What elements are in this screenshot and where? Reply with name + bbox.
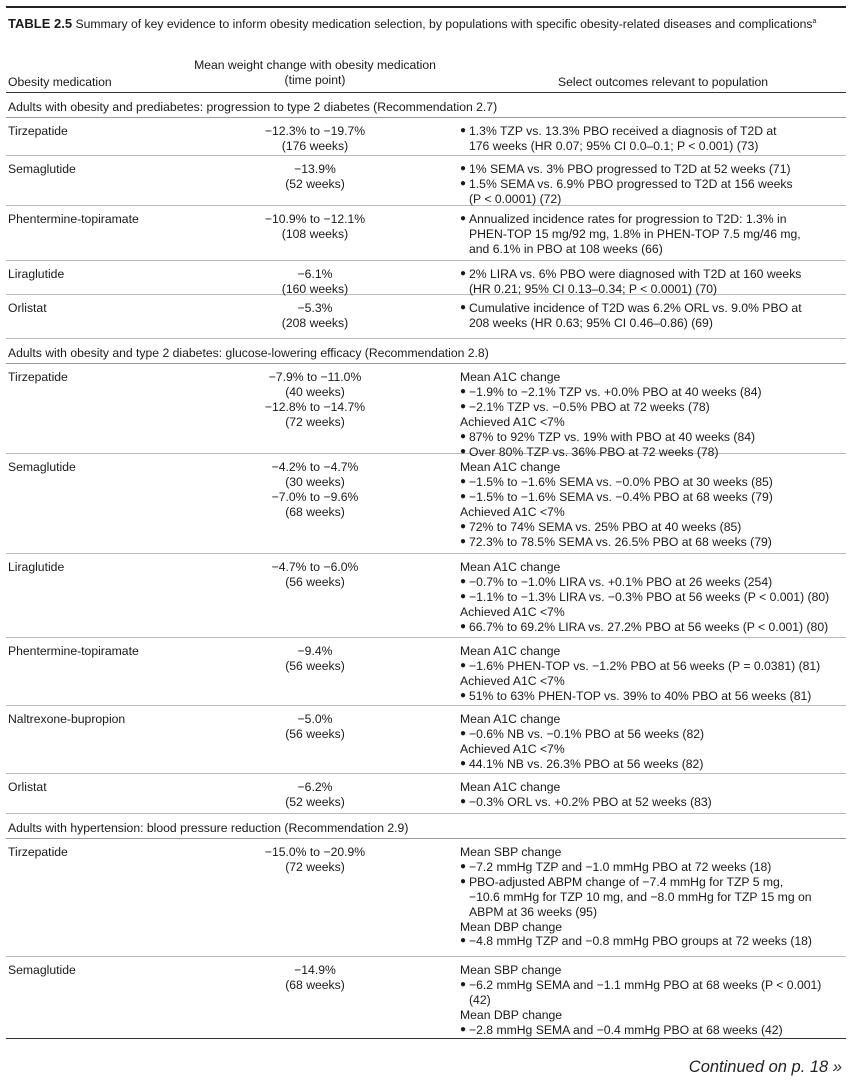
- weight-change-cell: [190, 712, 440, 773]
- bullet-icon: ●: [460, 475, 467, 487]
- weight-change-line: (176 weeks): [281, 138, 349, 153]
- medication-name: Phentermine-topiramate: [8, 644, 139, 658]
- bullet-icon: ●: [460, 795, 467, 807]
- bullet-icon: ●: [460, 490, 467, 502]
- bullet-icon: ●: [460, 268, 467, 279]
- table-page: [6, 6, 846, 1039]
- outcome-subheading: Achieved A1C <7%: [460, 741, 565, 756]
- outcome-bullet-item: [460, 475, 846, 490]
- bullet-icon: ●: [460, 590, 467, 602]
- weight-change-line: (72 weeks): [285, 859, 345, 874]
- medication-name: Liraglutide: [8, 267, 65, 281]
- outcome-line: 72% to 74% SEMA vs. 25% PBO at 40 weeks (85): [469, 519, 742, 534]
- outcome-line: PHEN-TOP 15 mg/92 mg, 1.8% in PHEN-TOP 7.5 mg/46 mg,: [469, 226, 801, 241]
- bullet-icon: ●: [460, 535, 467, 547]
- outcome-bullet-item: [460, 727, 846, 742]
- outcome-text: [469, 727, 846, 742]
- bullet-icon: ●: [460, 575, 467, 587]
- table-row: [6, 118, 846, 156]
- weight-change-line: −12.8% to −14.7%: [264, 399, 366, 414]
- outcome-line: −1.9% to −2.1% TZP vs. +0.0% PBO at 40 weeks (84): [469, 384, 762, 399]
- outcome-text: [469, 267, 846, 297]
- outcome-bullet-item: [460, 860, 846, 875]
- weight-change-line: −6.1%: [297, 267, 333, 281]
- table-row: [6, 206, 846, 261]
- table-row: [6, 638, 846, 706]
- bullet-icon: ●: [460, 727, 467, 739]
- section-heading: Adults with obesity and prediabetes: progression to type 2 diabetes (Recommendation 2.7): [6, 93, 846, 118]
- bullet-icon: ●: [460, 385, 467, 397]
- outcome-bullet-item: [460, 124, 846, 154]
- outcome-subheading: Mean A1C change: [460, 560, 561, 574]
- outcome-bullet-item: [460, 875, 846, 920]
- outcome-bullet-item: [460, 575, 846, 590]
- outcome-text: [469, 162, 846, 177]
- outcomes-cell: [440, 712, 846, 773]
- outcome-bullet-item: [460, 430, 846, 445]
- table-row: [6, 156, 846, 206]
- weight-change-line: (160 weeks): [281, 281, 349, 296]
- outcomes-cell: [440, 460, 846, 553]
- table-row: [6, 839, 846, 957]
- weight-change-cell: [190, 644, 440, 705]
- outcome-bullet-item: [460, 162, 846, 177]
- section-heading: Adults with hypertension: blood pressure reduction (Recommendation 2.9): [6, 814, 846, 839]
- outcome-subheading: Mean A1C change: [460, 780, 561, 794]
- medication-name: Phentermine-topiramate: [8, 212, 139, 226]
- weight-change-line: −9.4%: [297, 644, 333, 658]
- outcome-bullet-item: [460, 757, 846, 772]
- header-medication: Obesity medication: [8, 74, 112, 89]
- weight-change-line: (72 weeks): [285, 414, 345, 429]
- outcome-subheading: Achieved A1C <7%: [460, 504, 565, 519]
- outcome-subheading: Mean DBP change: [460, 1007, 563, 1022]
- header-outcomes: Select outcomes relevant to population: [557, 74, 769, 89]
- weight-change-cell: [190, 267, 440, 294]
- continued-note: Continued on p. 18 »: [688, 1058, 842, 1076]
- outcome-line: −0.7% to −1.0% LIRA vs. +0.1% PBO at 26 weeks (254): [469, 574, 773, 589]
- table-row: [6, 454, 846, 554]
- weight-change-line: −6.2%: [297, 780, 333, 794]
- outcome-bullet-item: [460, 212, 846, 257]
- footnote-marker: a: [812, 18, 817, 25]
- bullet-icon: ●: [460, 935, 467, 947]
- medication-name: Semaglutide: [8, 162, 76, 176]
- outcome-bullet-item: [460, 490, 846, 505]
- outcome-bullet-item: [460, 978, 846, 1008]
- outcome-text: [469, 445, 846, 460]
- outcome-subheading: Mean A1C change: [460, 644, 561, 658]
- outcome-line: −4.8 mmHg TZP and −0.8 mmHg PBO groups at 72 weeks (18): [469, 934, 812, 949]
- outcome-line: Over 80% TZP vs. 36% PBO at 72 weeks (78): [469, 444, 719, 459]
- outcomes-cell: [440, 162, 846, 205]
- outcomes-cell: [440, 560, 846, 637]
- table-row: [6, 295, 846, 339]
- outcome-line: 87% to 92% TZP vs. 19% with PBO at 40 weeks (84): [469, 429, 756, 444]
- weight-change-cell: [190, 162, 440, 205]
- bullet-icon: ●: [460, 177, 467, 189]
- outcome-text: [469, 520, 846, 535]
- outcome-text: [469, 620, 846, 635]
- weight-change-cell: [190, 963, 440, 1038]
- outcome-text: [469, 860, 846, 875]
- outcome-subheading: Mean DBP change: [460, 919, 563, 934]
- weight-change-cell: [190, 780, 440, 813]
- outcome-text: [469, 535, 846, 550]
- outcome-bullet-item: [460, 301, 846, 331]
- header-weight-change-line1: Mean weight change with obesity medication: [194, 58, 436, 72]
- header-weight-change: [190, 50, 440, 92]
- outcome-line: −1.5% to −1.6% SEMA vs. −0.0% PBO at 30 weeks (85): [469, 474, 773, 489]
- outcome-line: −10.6 mmHg for TZP 10 mg, and −8.0 mmHg for TZP 15 mg on: [469, 889, 812, 904]
- outcome-bullet-item: [460, 659, 846, 674]
- weight-change-line: (52 weeks): [285, 176, 345, 191]
- weight-change-cell: [190, 460, 440, 553]
- bullet-icon: ●: [460, 875, 467, 887]
- outcome-text: [469, 875, 846, 920]
- outcome-line: 1% SEMA vs. 3% PBO progressed to T2D at 52 weeks (71): [469, 162, 791, 176]
- outcome-line: 176 weeks (HR 0.07; 95% CI 0.0–0.1; P < 0.001) (73): [469, 138, 759, 153]
- outcomes-cell: [440, 267, 846, 294]
- outcomes-cell: [440, 780, 846, 813]
- outcome-line: 66.7% to 69.2% LIRA vs. 27.2% PBO at 56 weeks (P < 0.001) (80): [469, 619, 829, 634]
- table-title: Summary of key evidence to inform obesity medication selection, by populations with specific obesity-related diseases and complications: [75, 17, 813, 32]
- medication-name: Tirzepatide: [8, 845, 68, 859]
- bullet-icon: ●: [460, 430, 467, 442]
- weight-change-line: (52 weeks): [285, 794, 345, 809]
- medication-name: Orlistat: [8, 301, 47, 315]
- outcome-bullet-item: [460, 934, 846, 949]
- weight-change-line: −4.2% to −4.7%: [271, 460, 359, 474]
- table-body: [6, 93, 846, 1039]
- bullet-icon: ●: [460, 445, 467, 457]
- outcome-line: Annualized incidence rates for progression to T2D: 1.3% in: [469, 212, 787, 226]
- outcome-bullet-item: [460, 400, 846, 415]
- outcome-line: −2.8 mmHg SEMA and −0.4 mmHg PBO at 68 weeks (42): [469, 1022, 783, 1037]
- weight-change-line: −15.0% to −20.9%: [264, 845, 366, 859]
- outcomes-cell: [440, 845, 846, 956]
- outcome-bullet-item: [460, 385, 846, 400]
- weight-change-line: −12.3% to −19.7%: [264, 124, 366, 138]
- outcome-line: −7.2 mmHg TZP and −1.0 mmHg PBO at 72 weeks (18): [469, 859, 772, 874]
- weight-change-cell: [190, 370, 440, 453]
- outcome-line: −0.3% ORL vs. +0.2% PBO at 52 weeks (83): [469, 794, 712, 809]
- outcome-text: [469, 400, 846, 415]
- outcome-subheading: Mean SBP change: [460, 963, 562, 977]
- outcome-line: Cumulative incidence of T2D was 6.2% ORL vs. 9.0% PBO at: [469, 301, 802, 315]
- bullet-icon: ●: [460, 689, 467, 701]
- outcomes-cell: [440, 124, 846, 155]
- weight-change-cell: [190, 845, 440, 956]
- bullet-icon: ●: [460, 659, 467, 671]
- table-row: [6, 554, 846, 638]
- outcome-text: [469, 689, 846, 704]
- outcome-line: −1.1% to −1.3% LIRA vs. −0.3% PBO at 56 weeks (P < 0.001) (80): [469, 589, 830, 604]
- outcomes-cell: [440, 301, 846, 338]
- outcome-subheading: Achieved A1C <7%: [460, 673, 565, 688]
- outcome-text: [469, 124, 846, 154]
- outcome-line: PBO-adjusted ABPM change of −7.4 mmHg for TZP 5 mg,: [469, 874, 784, 889]
- outcome-text: [469, 301, 846, 331]
- table-header: [6, 50, 846, 93]
- outcome-bullet-item: [460, 795, 846, 810]
- table-row: [6, 364, 846, 459]
- outcome-subheading: Mean A1C change: [460, 370, 561, 384]
- table-caption: [6, 8, 846, 50]
- outcome-subheading: Achieved A1C <7%: [460, 414, 565, 429]
- bullet-icon: ●: [460, 520, 467, 532]
- outcome-line: 44.1% NB vs. 26.3% PBO at 56 weeks (82): [469, 756, 704, 771]
- medication-name: Tirzepatide: [8, 124, 68, 138]
- outcome-line: 2% LIRA vs. 6% PBO were diagnosed with T2D at 160 weeks: [469, 267, 802, 281]
- bullet-icon: ●: [460, 400, 467, 412]
- outcome-line: −6.2 mmHg SEMA and −1.1 mmHg PBO at 68 weeks (P < 0.001): [469, 977, 822, 992]
- outcomes-cell: [440, 963, 846, 1038]
- weight-change-line: −14.9%: [294, 963, 336, 977]
- weight-change-line: (68 weeks): [285, 977, 345, 992]
- weight-change-line: (30 weeks): [285, 474, 345, 489]
- bullet-icon: ●: [460, 1023, 467, 1035]
- weight-change-line: (68 weeks): [285, 504, 345, 519]
- outcome-line: (42): [469, 992, 491, 1007]
- outcome-text: [469, 590, 846, 605]
- weight-change-line: −7.9% to −11.0%: [268, 370, 362, 384]
- medication-name: Orlistat: [8, 780, 47, 794]
- weight-change-line: −7.0% to −9.6%: [271, 489, 359, 504]
- outcome-line: −2.1% TZP vs. −0.5% PBO at 72 weeks (78): [469, 399, 710, 414]
- table-label: TABLE 2.5: [8, 16, 73, 32]
- outcome-line: and 6.1% in PBO at 108 weeks (66): [469, 241, 663, 256]
- outcome-line: −1.6% PHEN-TOP vs. −1.2% PBO at 56 weeks (P = 0.0381) (81): [469, 658, 821, 673]
- outcome-text: [469, 659, 846, 674]
- outcome-text: [469, 177, 846, 207]
- outcome-line: 51% to 63% PHEN-TOP vs. 39% to 40% PBO at 56 weeks (81): [469, 688, 812, 703]
- weight-change-line: (40 weeks): [285, 384, 345, 399]
- bullet-icon: ●: [460, 163, 467, 174]
- outcome-bullet-item: [460, 535, 846, 550]
- weight-change-cell: [190, 124, 440, 155]
- header-weight-change-line2: (time point): [284, 72, 346, 87]
- weight-change-line: (56 weeks): [285, 574, 345, 589]
- bullet-icon: ●: [460, 860, 467, 872]
- outcome-bullet-item: [460, 445, 846, 460]
- medication-name: Semaglutide: [8, 963, 76, 977]
- outcome-bullet-item: [460, 620, 846, 635]
- bullet-icon: ●: [460, 125, 467, 136]
- bullet-icon: ●: [460, 757, 467, 769]
- outcomes-cell: [440, 212, 846, 260]
- weight-change-line: (108 weeks): [281, 226, 349, 241]
- outcome-text: [469, 795, 846, 810]
- outcome-line: 208 weeks (HR 0.63; 95% CI 0.46–0.86) (69): [469, 315, 713, 330]
- outcome-subheading: Achieved A1C <7%: [460, 604, 565, 619]
- section-heading: Adults with obesity and type 2 diabetes: glucose-lowering efficacy (Recommendation 2.8): [6, 339, 846, 364]
- outcome-text: [469, 757, 846, 772]
- bullet-icon: ●: [460, 302, 467, 313]
- table-row: [6, 957, 846, 1039]
- outcome-subheading: Mean SBP change: [460, 845, 562, 859]
- bullet-icon: ●: [460, 620, 467, 632]
- weight-change-line: (56 weeks): [285, 658, 345, 673]
- outcome-bullet-item: [460, 1023, 846, 1038]
- outcome-line: 1.5% SEMA vs. 6.9% PBO progressed to T2D at 156 weeks: [469, 176, 793, 191]
- outcome-subheading: Mean A1C change: [460, 712, 561, 726]
- outcome-line: (P < 0.0001) (72): [469, 191, 562, 206]
- outcome-text: [469, 385, 846, 400]
- outcome-line: −1.5% to −1.6% SEMA vs. −0.4% PBO at 68 weeks (79): [469, 489, 773, 504]
- bullet-icon: ●: [460, 213, 467, 224]
- weight-change-line: (56 weeks): [285, 726, 345, 741]
- outcome-line: −0.6% NB vs. −0.1% PBO at 56 weeks (82): [469, 726, 705, 741]
- outcome-line: (HR 0.21; 95% CI 0.13–0.34; P < 0.0001) (70): [469, 281, 718, 296]
- outcome-bullet-item: [460, 177, 846, 207]
- outcome-line: 72.3% to 78.5% SEMA vs. 26.5% PBO at 68 weeks (79): [469, 534, 772, 549]
- outcome-bullet-item: [460, 267, 846, 297]
- outcome-text: [469, 575, 846, 590]
- weight-change-line: −4.7% to −6.0%: [271, 560, 359, 574]
- weight-change-cell: [190, 212, 440, 260]
- outcome-line: 1.3% TZP vs. 13.3% PBO received a diagnosis of T2D at: [469, 124, 777, 138]
- outcome-text: [469, 475, 846, 490]
- weight-change-cell: [190, 301, 440, 338]
- outcome-bullet-item: [460, 590, 846, 605]
- outcome-text: [469, 430, 846, 445]
- weight-change-line: −10.9% to −12.1%: [264, 212, 366, 226]
- weight-change-line: −5.3%: [297, 301, 333, 315]
- outcome-text: [469, 978, 846, 1008]
- outcome-text: [469, 1023, 846, 1038]
- weight-change-line: (208 weeks): [281, 315, 349, 330]
- outcomes-cell: [440, 370, 846, 459]
- outcome-bullet-item: [460, 520, 846, 535]
- outcomes-cell: [440, 644, 846, 705]
- weight-change-line: −5.0%: [297, 712, 333, 726]
- outcome-line: ABPM at 36 weeks (95): [469, 904, 598, 919]
- weight-change-line: −13.9%: [294, 162, 336, 176]
- outcome-text: [469, 934, 846, 949]
- outcome-subheading: Mean A1C change: [460, 460, 561, 474]
- medication-name: Naltrexone-bupropion: [8, 712, 126, 726]
- medication-name: Semaglutide: [8, 460, 76, 474]
- table-row: [6, 706, 846, 774]
- medication-name: Liraglutide: [8, 560, 65, 574]
- table-row: [6, 261, 846, 295]
- table-row: [6, 774, 846, 814]
- weight-change-cell: [190, 560, 440, 637]
- medication-name: Tirzepatide: [8, 370, 68, 384]
- outcome-text: [469, 212, 846, 257]
- outcome-text: [469, 490, 846, 505]
- bullet-icon: ●: [460, 978, 467, 990]
- outcome-bullet-item: [460, 689, 846, 704]
